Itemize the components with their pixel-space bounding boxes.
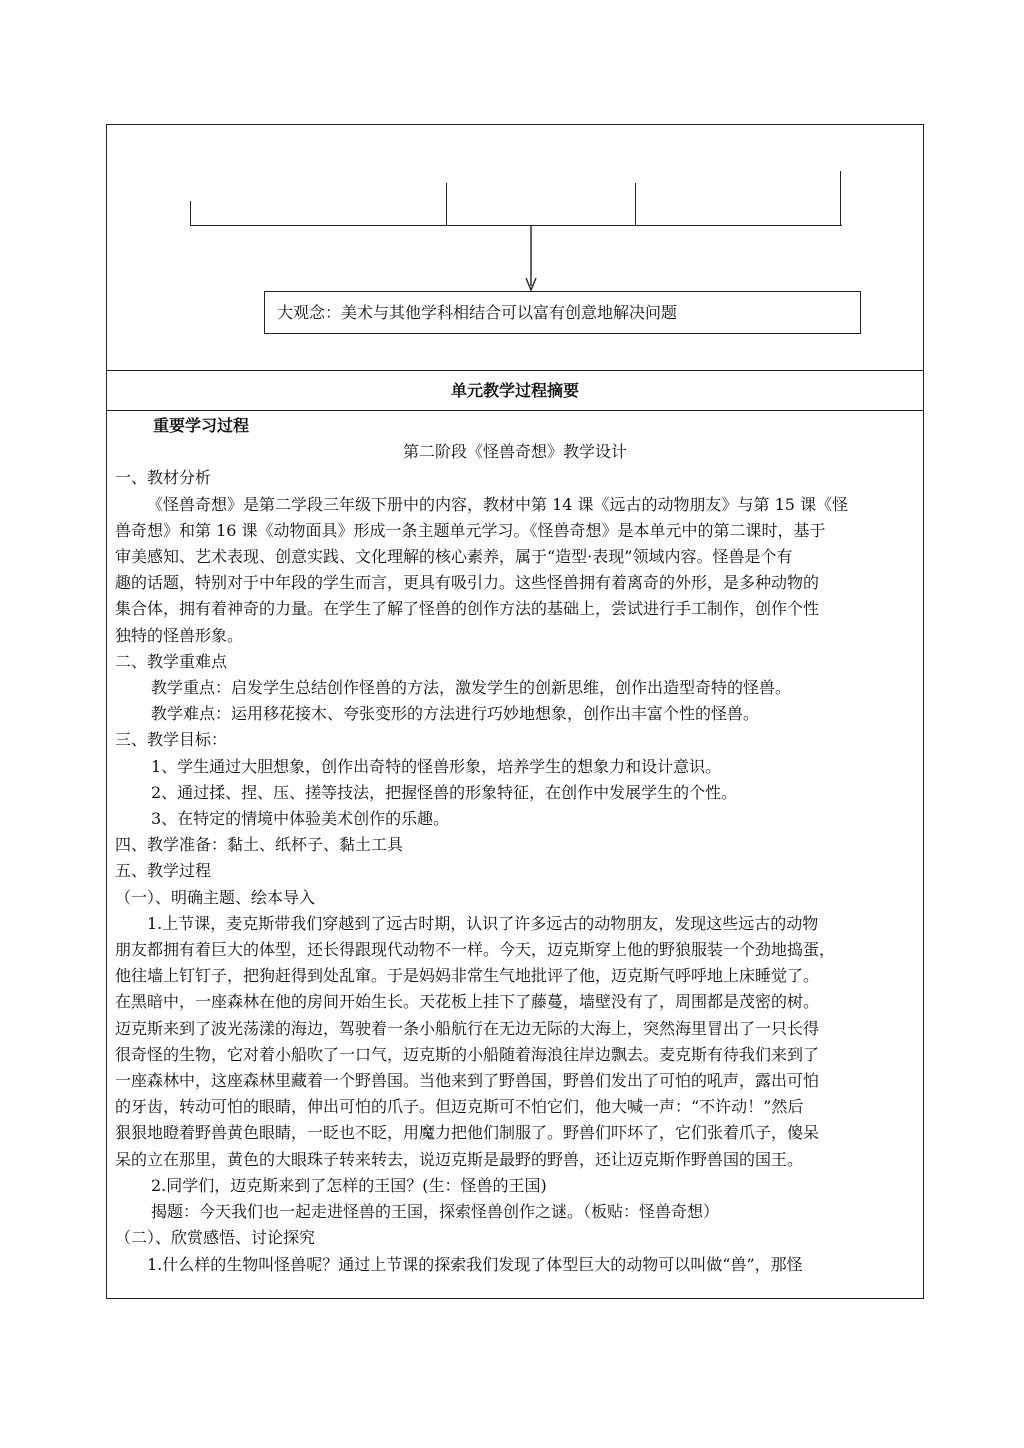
heading-process: 五、教学过程 xyxy=(115,861,212,881)
key-point: 教学重点：启发学生总结创作怪兽的方法，激发学生的创新思维，创作出造型奇特的怪兽。 xyxy=(151,678,792,698)
goal-item: 1、学生通过大胆想象，创作出奇特的怪兽形象，培养学生的想象力和设计意识。 xyxy=(151,756,722,776)
diagram-tick-4 xyxy=(840,171,841,226)
big-idea-box xyxy=(264,291,861,334)
story-line: 他往墙上钉钉子，把狗赶得到处乱窜。于是妈妈非常生气地批评了他，迈克斯气呼呼地上床睡觉了。 xyxy=(115,966,820,986)
doc-title: 第二阶段《怪兽奇想》教学设计 xyxy=(402,442,627,462)
goal-item: 2、通过揉、捏、压、搓等技法，把握怪兽的形象特征，在创作中发展学生的个性。 xyxy=(151,782,738,802)
paragraph-line: 独特的怪兽形象。 xyxy=(115,625,244,645)
question-line: 2.同学们，迈克斯来到了怎样的王国？(生：怪兽的王国) xyxy=(151,1175,547,1195)
table-header: 单元教学过程摘要 xyxy=(107,371,923,411)
story-line: 迈克斯来到了波光荡漾的海边，驾驶着一条小船航行在无边无际的大海上，突然海里冒出了一只长得 xyxy=(115,1018,820,1038)
section-heading: 重要学习过程 xyxy=(153,416,250,435)
heading-key-points: 二、教学重难点 xyxy=(115,651,228,671)
diagram-horizontal-line xyxy=(190,225,842,226)
story-line: 的牙齿，转动可怕的眼睛，伸出可怕的爪子。但迈克斯可不怕它们，他大喊一声：“不许动！”然后 xyxy=(115,1097,804,1117)
paragraph-line: 《怪兽奇想》是第二学段三年级下册中的内容，教材中第 14 课《远古的动物朋友》与第 15 课《怪 xyxy=(147,494,849,514)
subheading-appreciation: （二）、欣赏感悟、讨论探究 xyxy=(115,1228,316,1248)
story-line: 1.上节课，麦克斯带我们穿越到了远古时期，认识了许多远古的动物朋友，发现这些远古的动物 xyxy=(147,913,819,933)
story-line: 很奇怪的生物，它对着小船吹了一口气，迈克斯的小船随着海浪往岸边飘去。麦克斯有待我们来到了 xyxy=(115,1044,820,1064)
heading-goals: 三、教学目标： xyxy=(115,730,228,750)
down-arrow-icon xyxy=(523,226,539,292)
paragraph-line: 审美感知、艺术表现、创意实践、文化理解的核心素养，属于“造型·表现”领域内容。怪兽是个有 xyxy=(115,547,793,567)
big-idea-text: 大观念：美术与其他学科相结合可以富有创意地解决问题 xyxy=(277,303,678,322)
subheading-intro: （一）、明确主题、绘本导入 xyxy=(115,887,316,907)
reveal-line: 揭题：今天我们也一起走进怪兽的王国，探索怪兽创作之谜。（板贴：怪兽奇想） xyxy=(151,1202,720,1222)
diagram-tick-3 xyxy=(635,183,636,226)
story-line: 狠狠地瞪着野兽黄色眼睛，一眨也不眨，用魔力把他们制服了。野兽们吓坏了，它们张着爪子，傻呆 xyxy=(115,1123,820,1143)
lesson-table xyxy=(106,124,924,1299)
paragraph-line: 兽奇想》和第 16 课《动物面具》形成一条主题单元学习。《怪兽奇想》是本单元中的第二课时，基于 xyxy=(115,520,826,540)
story-line: 一座森林中，这座森林里藏着一个野兽国。当他来到了野兽国，野兽们发出了可怕的吼声，露出可怕 xyxy=(115,1071,820,1091)
difficult-point: 教学难点：运用移花接木、夸张变形的方法进行巧妙地想象，创作出丰富个性的怪兽。 xyxy=(151,704,760,724)
heading-textbook-analysis: 一、教材分析 xyxy=(115,468,212,488)
story-line: 朋友都拥有着巨大的体型，还长得跟现代动物不一样。今天，迈克斯穿上他的野狼服装一个劲地捣蛋， xyxy=(115,940,836,960)
content-cell xyxy=(107,411,923,1298)
heading-preparation: 四、教学准备：黏土、纸杯子、黏土工具 xyxy=(115,835,404,855)
story-line: 在黑暗中，一座森林在他的房间开始生长。天花板上挂下了藤蔓，墙壁没有了，周围都是茂密的树。 xyxy=(115,992,820,1012)
concept-diagram xyxy=(107,125,923,371)
goal-item: 3、在特定的情境中体验美术创作的乐趣。 xyxy=(151,809,450,829)
diagram-tick-2 xyxy=(446,183,447,226)
story-line: 呆的立在那里，黄色的大眼珠子转来转去，说迈克斯是最野的野兽，还让迈克斯作野兽国的国王。 xyxy=(115,1149,804,1169)
last-line: 1.什么样的生物叫怪兽呢？通过上节课的探索我们发现了体型巨大的动物可以叫做“兽”，那怪 xyxy=(147,1254,803,1274)
diagram-tick-1 xyxy=(190,201,191,226)
paragraph-line: 集合体，拥有着神奇的力量。在学生了解了怪兽的创作方法的基础上，尝试进行手工制作，创作个性 xyxy=(115,599,820,619)
paragraph-line: 趣的话题，特别对于中年段的学生而言，更具有吸引力。这些怪兽拥有着离奇的外形，是多种动物的 xyxy=(115,573,820,593)
